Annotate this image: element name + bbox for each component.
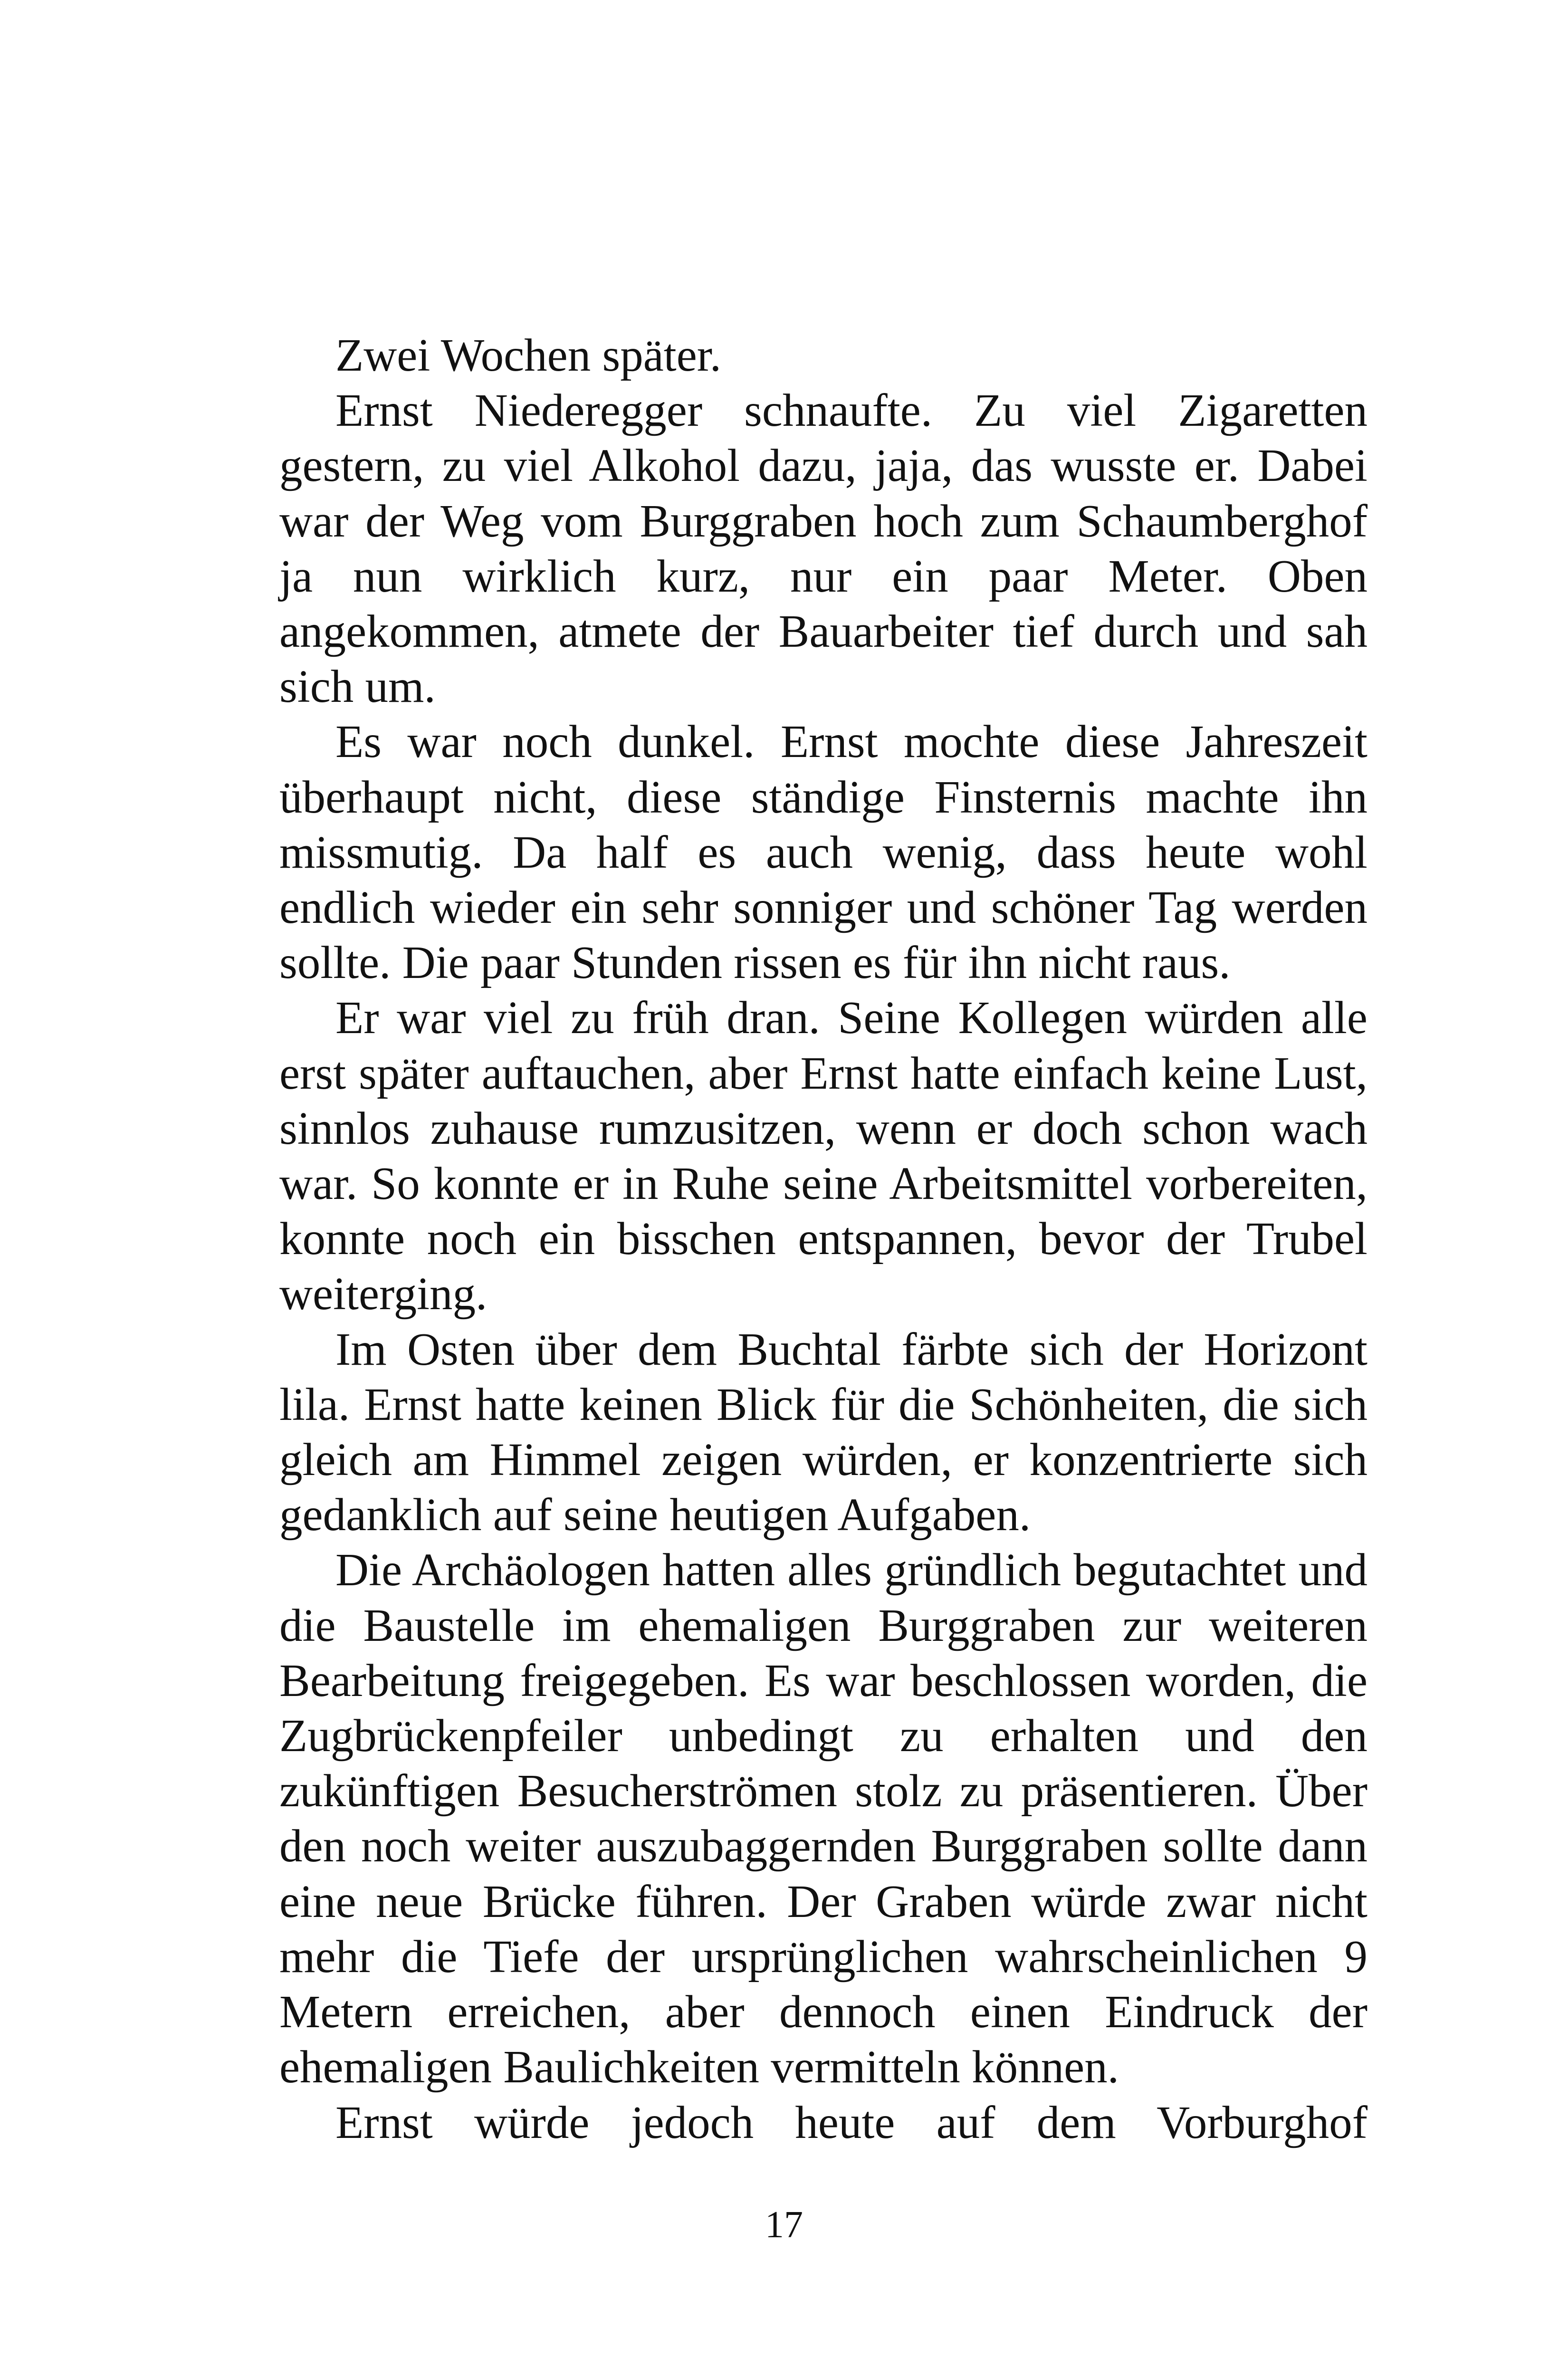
- paragraph: Die Archäologen hatten alles gründlich begutachtet und die Baustelle im ehemaligen Burggraben zur weiteren Bearbeitung freigegeben. Es war beschlossen worden, die Zugbrückenpfeiler unbedingt zu erhalten und den zukünftigen Besucherströmen stolz zu präsentieren. Über den noch weiter auszubaggernden Burggraben sollte dann eine neue Brücke führen. Der Graben würde zwar nicht mehr die Tiefe der ursprünglichen wahrscheinlichen 9 Metern erreichen, aber dennoch einen Eindruck der ehemaligen Baulichkeiten vermitteln können.: [279, 1544, 1367, 2093]
- page-number: 17: [765, 2204, 803, 2246]
- paragraph: Im Osten über dem Buchtal färbte sich der Horizont lila. Ernst hatte keinen Blick für die Schönheiten, die sich gleich am Himmel zeigen würden, er konzentrierte sich gedanklich auf seine heutigen Aufgaben.: [279, 1323, 1367, 1541]
- paragraph: Es war noch dunkel. Ernst mochte diese Jahreszeit überhaupt nicht, diese ständige Finsternis machte ihn missmutig. Da half es auch wenig, dass heute wohl endlich wieder ein sehr sonniger und schöner Tag werden sollte. Die paar Stunden rissen es für ihn nicht raus.: [279, 716, 1367, 988]
- paragraph: Er war viel zu früh dran. Seine Kollegen würden alle erst später auftauchen, aber Ernst hatte einfach keine Lust, sinnlos zuhause rumzusitzen, wenn er doch schon wach war. So konnte er in Ruhe seine Arbeitsmittel vorbereiten, konnte noch ein bisschen entspannen, bevor der Trubel weiterging.: [279, 992, 1367, 1320]
- paragraph-continued: Ernst würde jedoch heute auf dem Vorburghof: [335, 2097, 1367, 2148]
- body-text: [279, 328, 1367, 2150]
- paragraph: Zwei Wochen später.: [335, 330, 721, 381]
- paragraph: Ernst Niederegger schnaufte. Zu viel Zigaretten gestern, zu viel Alkohol dazu, jaja, das wusste er. Dabei war der Weg vom Burggraben hoch zum Schaumberghof ja nun wirklich kurz, nur ein paar Meter. Oben angekommen, atmete der Bauarbeiter tief durch und sah sich um.: [279, 385, 1367, 712]
